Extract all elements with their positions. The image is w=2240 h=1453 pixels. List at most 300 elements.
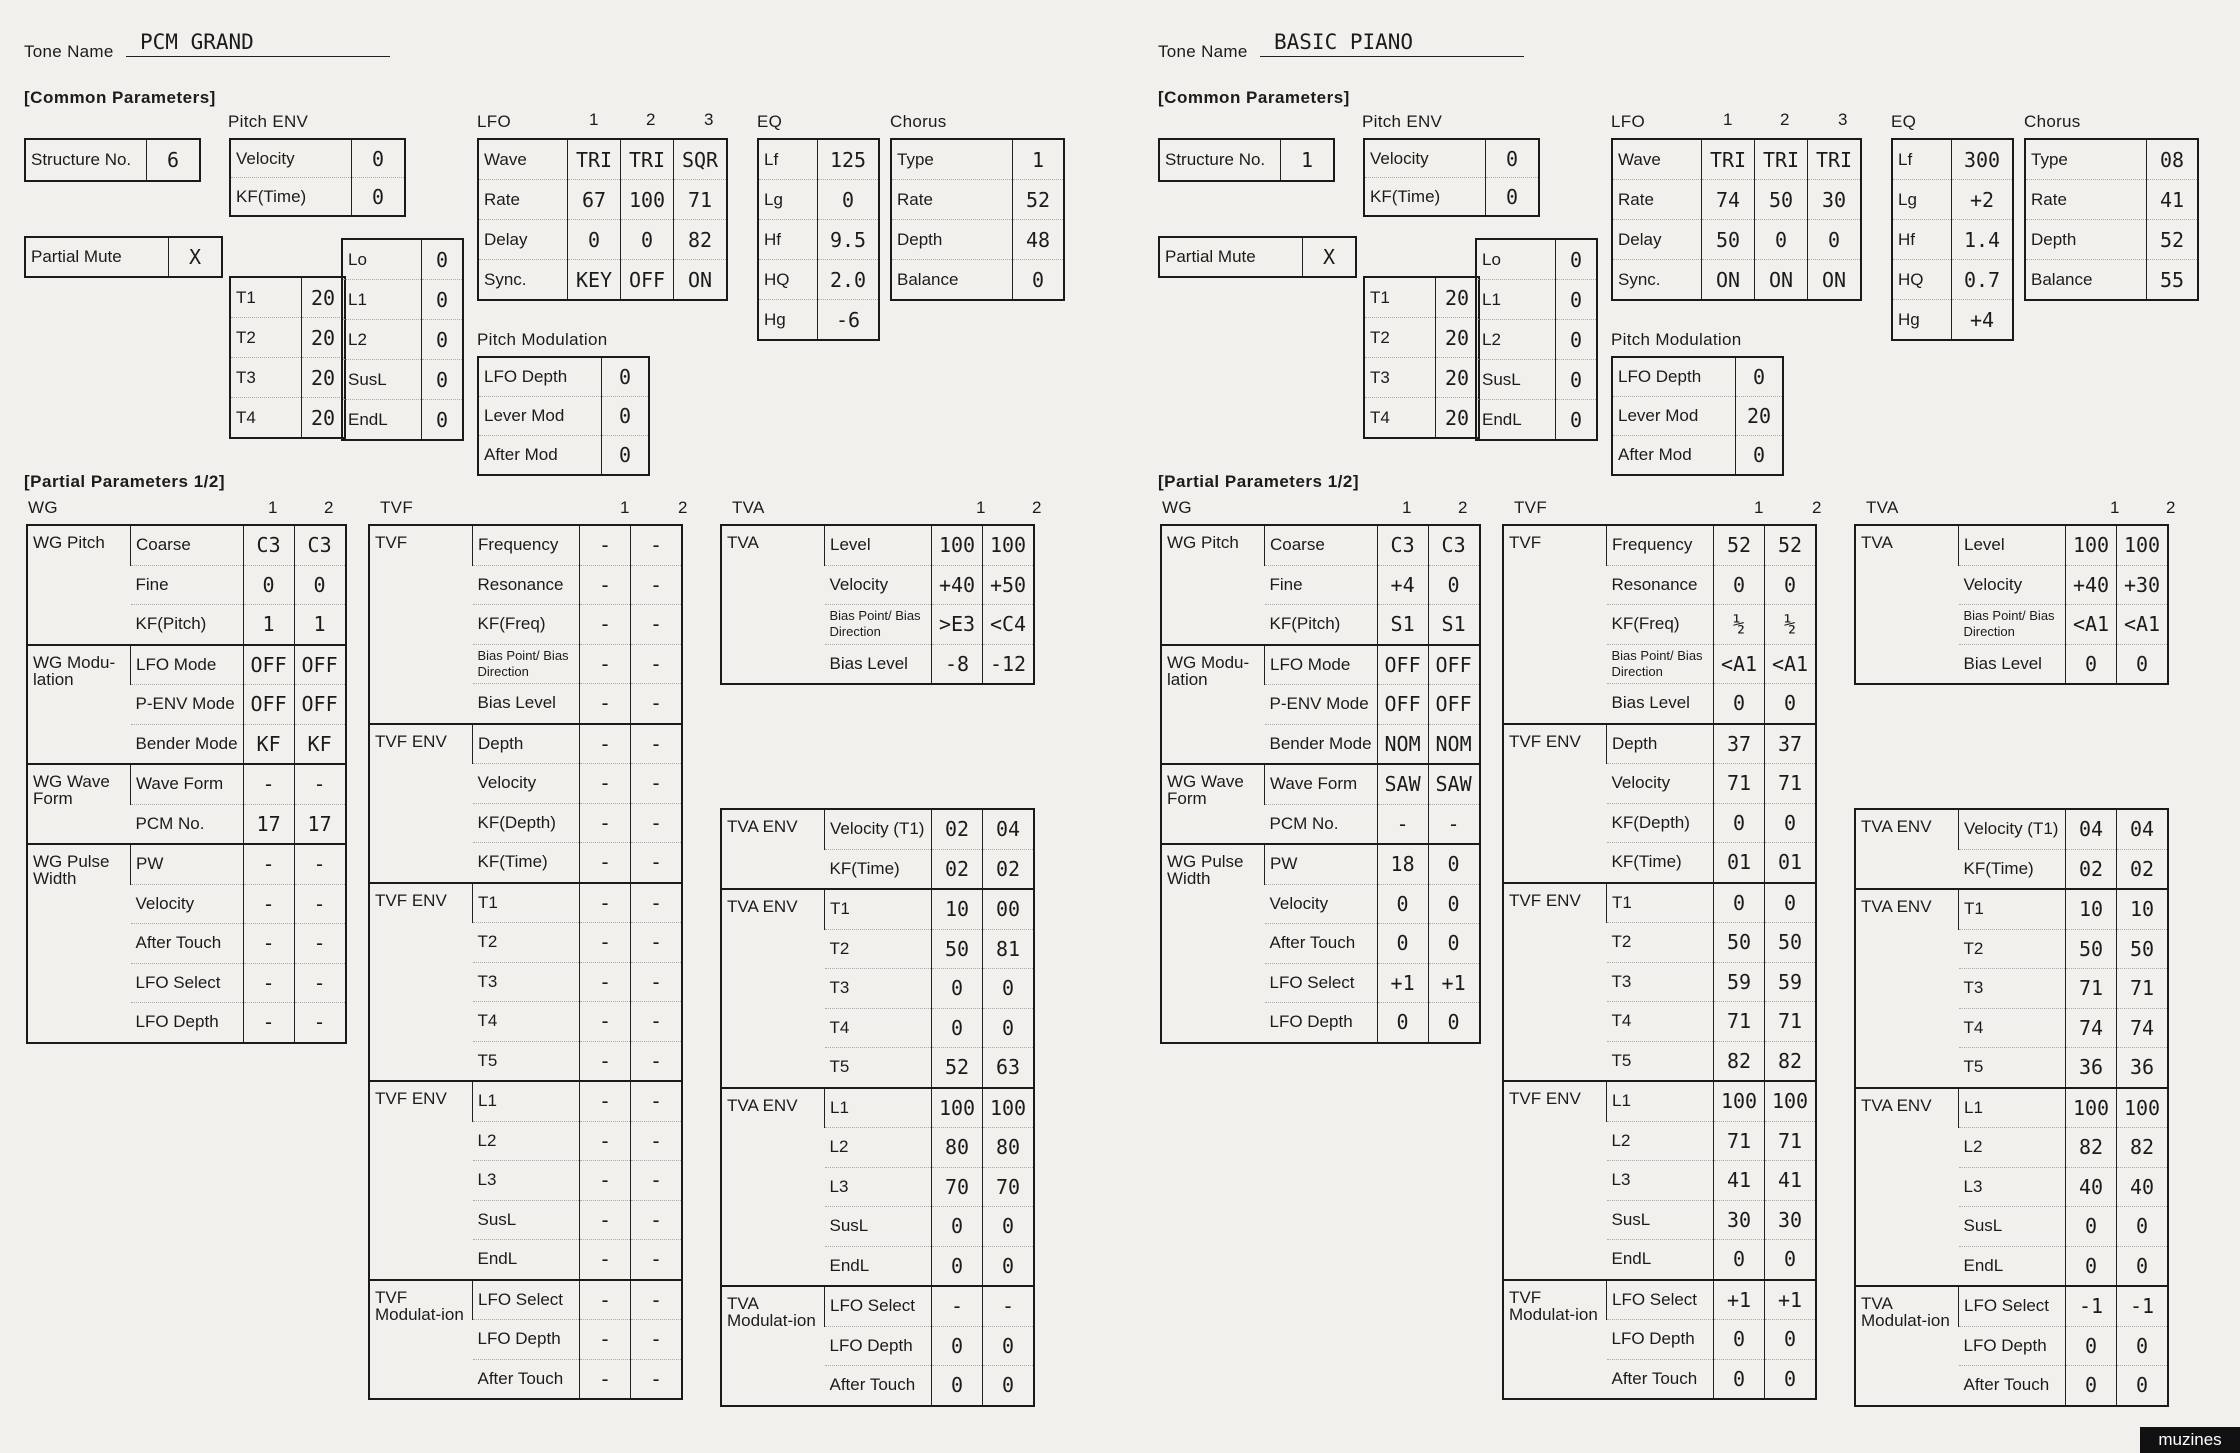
left-pitch-env-heading: Pitch ENV: [228, 112, 309, 131]
param-value: -: [580, 605, 631, 645]
param-value: 71: [2066, 969, 2117, 1009]
right-partial-parameters-heading: [Partial Parameters 1/2]: [1158, 472, 1359, 491]
param-value: 0: [422, 360, 464, 400]
param-value: 100: [1765, 1081, 1817, 1121]
param-label: Rate: [891, 180, 1013, 220]
param-value: 0: [1556, 320, 1598, 360]
param-value: -: [631, 1161, 683, 1201]
right-wg-col-1: 1: [1402, 498, 1412, 517]
param-value: TRI: [568, 139, 621, 180]
param-label: LFO Select: [1959, 1286, 2066, 1326]
param-value: 0: [568, 220, 621, 260]
left-tone-name-value: PCM GRAND: [126, 30, 390, 57]
param-label: T4: [1364, 398, 1436, 439]
param-value: 0: [1556, 400, 1598, 441]
left-structure-no-box: [24, 138, 201, 182]
param-label: After Touch: [1265, 924, 1378, 964]
left-pitch-env-table: [229, 138, 406, 217]
left-partial-mute-box: [24, 236, 223, 278]
param-value: +2: [1952, 180, 2014, 220]
param-label: Bender Mode: [131, 724, 244, 764]
left-eq-table: [757, 138, 880, 341]
param-value: -: [631, 1320, 683, 1360]
left-tva-env-table: [720, 808, 1035, 1407]
param-label: EndL: [1607, 1240, 1714, 1280]
right-partial-mute-box: [1158, 236, 1357, 278]
section-group-label: WG Pulse Width: [27, 844, 131, 1043]
param-label: SusL: [342, 360, 422, 400]
param-value: 0: [352, 178, 406, 217]
param-value: 0: [1736, 436, 1784, 476]
param-label: Fine: [1265, 565, 1378, 605]
param-value: 74: [1702, 180, 1755, 220]
param-label: Sync.: [478, 260, 568, 301]
right-pitch-mod-table: [1611, 356, 1784, 476]
param-label: KF(Depth): [1607, 803, 1714, 843]
param-label: T1: [236, 287, 256, 307]
param-value: -: [631, 1002, 683, 1042]
param-label: EndL: [1476, 400, 1556, 441]
param-value: -: [294, 1003, 346, 1043]
param-label: Lg: [1892, 180, 1952, 220]
param-label: Velocity: [1265, 884, 1378, 924]
param-value: 37: [1714, 724, 1765, 764]
right-tvf-col-1: 1: [1754, 498, 1764, 517]
param-value: TRI: [1702, 139, 1755, 180]
param-label: L1: [825, 1088, 932, 1128]
param-label: Hg: [758, 300, 818, 341]
param-value: 100: [932, 1088, 983, 1128]
param-label: T1: [473, 883, 580, 923]
section-group-label: WG Pulse Width: [1161, 844, 1265, 1043]
param-value: -: [631, 1280, 683, 1320]
left-tvf-heading: TVF: [380, 498, 414, 517]
param-value: -: [631, 684, 683, 724]
param-label: T1: [825, 889, 932, 929]
param-value: -: [580, 1359, 631, 1399]
param-value: 0: [422, 400, 464, 441]
param-value: 0: [1755, 220, 1808, 260]
param-label: L1: [1959, 1088, 2066, 1128]
param-value: -: [580, 1041, 631, 1081]
param-value: -: [243, 764, 294, 804]
param-value: 71: [2117, 969, 2169, 1009]
section-group-label: WG Wave Form: [1161, 764, 1265, 844]
param-value: 0: [983, 1008, 1035, 1048]
param-value: 0: [1765, 803, 1817, 843]
right-tone-name-label: Tone Name: [1158, 42, 1248, 61]
param-value: -6: [818, 300, 880, 341]
param-label: After Mod: [478, 436, 602, 476]
param-value: -: [294, 963, 346, 1003]
section-group-label: TVF ENV: [1503, 883, 1607, 1082]
param-value: 02: [2117, 849, 2169, 889]
right-tva-table: [1854, 524, 2169, 685]
param-label: Bias Level: [825, 644, 932, 684]
param-value: 0: [1765, 883, 1817, 923]
param-label: T3: [1959, 969, 2066, 1009]
right-tva-col-2: 2: [2166, 498, 2176, 517]
param-value: 100: [2066, 1088, 2117, 1128]
param-label: L3: [825, 1167, 932, 1207]
param-value: 0: [1714, 1359, 1765, 1399]
param-value: KEY: [568, 260, 621, 301]
param-value: 0: [422, 320, 464, 360]
param-label: Resonance: [473, 565, 580, 605]
param-value: 01: [1765, 843, 1817, 883]
param-label: Delay: [1612, 220, 1702, 260]
section-group-label: TVF ENV: [369, 1081, 473, 1280]
param-value: 20: [1436, 358, 1480, 398]
param-label: L1: [473, 1081, 580, 1121]
param-value: 82: [1765, 1041, 1817, 1081]
param-label: T4: [1607, 1002, 1714, 1042]
param-value: -: [631, 525, 683, 565]
param-label: Velocity: [131, 884, 244, 924]
param-label: T2: [473, 923, 580, 963]
param-value: 71: [1765, 1121, 1817, 1161]
param-value: C3: [1377, 525, 1428, 565]
param-value: -: [631, 1240, 683, 1280]
param-value: 0: [1428, 844, 1480, 884]
section-group-label: TVF ENV: [1503, 1081, 1607, 1280]
param-label: T3: [473, 962, 580, 1002]
param-value: 50: [1755, 180, 1808, 220]
param-label: KF(Time): [825, 849, 932, 889]
param-value: -: [631, 1081, 683, 1121]
param-label: L3: [1959, 1167, 2066, 1207]
left-eq-heading: EQ: [757, 112, 783, 131]
param-value: -: [243, 844, 294, 884]
param-value: 10: [2066, 889, 2117, 929]
param-value: -: [580, 1002, 631, 1042]
left-pitch-mod-table: [477, 356, 650, 476]
param-value: -: [1428, 804, 1480, 844]
param-value: TRI: [621, 139, 674, 180]
param-value: +40: [2066, 565, 2117, 605]
param-value: +1: [1428, 963, 1480, 1003]
param-value: ½: [1714, 605, 1765, 645]
param-label: Bender Mode: [1265, 724, 1378, 764]
param-value: 0: [1765, 565, 1817, 605]
param-value: 52: [932, 1048, 983, 1088]
right-tva-heading: TVA: [1866, 498, 1899, 517]
param-value: 08: [2147, 139, 2199, 180]
param-label: L2: [1607, 1121, 1714, 1161]
param-value: 63: [983, 1048, 1035, 1088]
param-value: 30: [1808, 180, 1862, 220]
right-tva-env-table: [1854, 808, 2169, 1407]
param-label: T4: [1959, 1008, 2066, 1048]
param-label: HQ: [1892, 260, 1952, 300]
param-value: C3: [294, 525, 346, 565]
param-value: 0: [422, 239, 464, 280]
param-label: Rate: [2025, 180, 2147, 220]
param-value: 40: [2066, 1167, 2117, 1207]
param-value: 50: [2066, 929, 2117, 969]
param-label: KF(Time): [230, 178, 352, 217]
right-lfo-col-3: 3: [1838, 110, 1848, 129]
right-eq-table: [1891, 138, 2014, 341]
param-label: Hf: [1892, 220, 1952, 260]
param-value: 0: [621, 220, 674, 260]
param-value: X: [169, 237, 223, 277]
param-value: -: [580, 803, 631, 843]
param-label: LFO Select: [1607, 1280, 1714, 1320]
param-value: 59: [1714, 962, 1765, 1002]
param-value: 0: [602, 397, 650, 436]
param-value: 1: [294, 605, 346, 645]
param-label: T4: [825, 1008, 932, 1048]
param-label: T3: [825, 969, 932, 1009]
section-group-label: WG Wave Form: [27, 764, 131, 844]
param-value: 0: [1556, 280, 1598, 320]
param-value: 100: [621, 180, 674, 220]
left-pitch-env-l-table: [341, 238, 464, 441]
left-common-parameters-heading: [Common Parameters]: [24, 88, 216, 107]
param-value: 1: [1013, 139, 1065, 180]
param-value: 74: [2066, 1008, 2117, 1048]
param-value: 80: [983, 1128, 1035, 1168]
param-value: -: [580, 1320, 631, 1360]
param-label: After Touch: [131, 924, 244, 964]
right-pitch-modulation-heading: Pitch Modulation: [1611, 330, 1742, 349]
param-value: 1: [1281, 139, 1335, 181]
param-label: Balance: [891, 260, 1013, 301]
param-label: Partial Mute: [31, 247, 122, 266]
param-value: +4: [1377, 565, 1428, 605]
param-value: 0: [932, 969, 983, 1009]
section-group-label: TVA Modulat-ion: [721, 1286, 825, 1406]
param-value: 71: [1765, 764, 1817, 804]
section-group-label: TVF ENV: [369, 883, 473, 1082]
left-lfo-col-1: 1: [589, 110, 599, 129]
param-label: Hg: [1892, 300, 1952, 341]
param-value: X: [1303, 237, 1357, 277]
param-label: KF(Time): [1959, 849, 2066, 889]
param-value: 0: [1736, 357, 1784, 397]
param-label: L2: [342, 320, 422, 360]
param-value: TRI: [1755, 139, 1808, 180]
param-value: 0: [2066, 1366, 2117, 1406]
param-value: 50: [1765, 923, 1817, 963]
param-value: 0: [1428, 565, 1480, 605]
param-value: 40: [2117, 1167, 2169, 1207]
left-chorus-table: [890, 138, 1065, 301]
section-group-label: TVA ENV: [1855, 809, 1959, 889]
param-value: 20: [302, 358, 346, 398]
param-label: Velocity: [1607, 764, 1714, 804]
param-value: 20: [302, 398, 346, 439]
param-label: LFO Depth: [825, 1326, 932, 1366]
param-value: -: [932, 1286, 983, 1326]
param-value: 0: [983, 1246, 1035, 1286]
right-lfo-heading: LFO: [1611, 112, 1645, 131]
param-value: 10: [932, 889, 983, 929]
param-value: -: [243, 924, 294, 964]
param-value: S1: [1377, 605, 1428, 645]
param-value: 0: [2117, 1207, 2169, 1247]
param-label: Velocity (T1): [1959, 809, 2066, 849]
param-label: P-ENV Mode: [1265, 685, 1378, 725]
param-value: 20: [302, 318, 346, 358]
left-tva-col-2: 2: [1032, 498, 1042, 517]
section-group-label: WG Modu-lation: [1161, 645, 1265, 765]
param-value: S1: [1428, 605, 1480, 645]
param-value: 0: [818, 180, 880, 220]
param-value: 0: [1714, 803, 1765, 843]
section-group-label: WG Modu-lation: [27, 645, 131, 765]
param-value: 37: [1765, 724, 1817, 764]
section-group-label: TVF: [1503, 525, 1607, 724]
param-value: 100: [1714, 1081, 1765, 1121]
left-wg-col-1: 1: [268, 498, 278, 517]
param-value: 30: [1714, 1200, 1765, 1240]
param-label: EndL: [342, 400, 422, 441]
param-label: Lever Mod: [1612, 397, 1736, 436]
param-label: Rate: [478, 180, 568, 220]
param-label: SusL: [1607, 1200, 1714, 1240]
param-value: 0: [294, 565, 346, 605]
param-value: 1: [243, 605, 294, 645]
param-label: KF(Time): [1607, 843, 1714, 883]
param-label: Lf: [1898, 149, 1913, 169]
param-value: ON: [674, 260, 728, 301]
section-group-label: TVA ENV: [721, 809, 825, 889]
param-value: 0: [932, 1246, 983, 1286]
section-group-label: TVF Modulat-ion: [369, 1280, 473, 1400]
param-value: -: [631, 724, 683, 764]
param-value: 00: [983, 889, 1035, 929]
section-group-label: TVF ENV: [369, 724, 473, 883]
right-pitch-env-heading: Pitch ENV: [1362, 112, 1443, 131]
right-tvf-col-2: 2: [1812, 498, 1822, 517]
param-value: 0: [2066, 1207, 2117, 1247]
param-value: -: [243, 1003, 294, 1043]
param-value: -: [580, 525, 631, 565]
section-group-label: TVF Modulat-ion: [1503, 1280, 1607, 1400]
left-tva-col-1: 1: [976, 498, 986, 517]
param-value: -: [243, 963, 294, 1003]
param-value: 50: [1702, 220, 1755, 260]
param-value: 0: [1428, 1003, 1480, 1043]
param-label: LFO Select: [825, 1286, 932, 1326]
param-label: T2: [1959, 929, 2066, 969]
param-value: 0: [1013, 260, 1065, 301]
param-value: -: [631, 803, 683, 843]
param-value: 55: [2147, 260, 2199, 301]
param-value: -: [580, 724, 631, 764]
param-value: 9.5: [818, 220, 880, 260]
param-value: 20: [1436, 277, 1480, 318]
param-label: T5: [1607, 1041, 1714, 1081]
param-value: -: [631, 764, 683, 804]
param-value: 0: [983, 1366, 1035, 1406]
param-value: 17: [294, 804, 346, 844]
param-label: PCM No.: [131, 804, 244, 844]
param-value: OFF: [294, 685, 346, 725]
param-label: Hf: [758, 220, 818, 260]
param-label: T5: [1959, 1048, 2066, 1088]
param-value: C3: [1428, 525, 1480, 565]
param-value: -: [580, 843, 631, 883]
param-label: LFO Depth: [131, 1003, 244, 1043]
left-lfo-col-3: 3: [704, 110, 714, 129]
param-value: 82: [674, 220, 728, 260]
right-eq-heading: EQ: [1891, 112, 1917, 131]
param-value: KF: [294, 724, 346, 764]
param-value: -: [580, 684, 631, 724]
param-value: -: [294, 844, 346, 884]
param-value: -: [631, 1121, 683, 1161]
param-value: 74: [2117, 1008, 2169, 1048]
param-label: After Touch: [473, 1359, 580, 1399]
param-value: 2.0: [818, 260, 880, 300]
param-label: T1: [1959, 889, 2066, 929]
param-value: 0: [1556, 239, 1598, 280]
param-label: T4: [230, 398, 302, 439]
param-label: Bias Point/ Bias Direction: [1607, 644, 1714, 684]
param-label: EndL: [1959, 1246, 2066, 1286]
param-value: +1: [1714, 1280, 1765, 1320]
param-value: 0: [1765, 1359, 1817, 1399]
param-value: 20: [302, 277, 346, 318]
param-value: 0: [2117, 1246, 2169, 1286]
muzines-watermark: muzines: [2140, 1427, 2240, 1453]
left-partial-parameters-heading: [Partial Parameters 1/2]: [24, 472, 225, 491]
param-label: Type: [897, 149, 934, 169]
left-chorus-heading: Chorus: [890, 112, 947, 131]
param-value: 0: [1486, 139, 1540, 178]
section-group-label: TVF: [369, 525, 473, 724]
param-label: P-ENV Mode: [131, 685, 244, 725]
param-value: 71: [674, 180, 728, 220]
param-label: Bias Level: [473, 684, 580, 724]
left-wg-table: [26, 524, 347, 1044]
param-value: 0: [2066, 1326, 2117, 1366]
right-tone-name-value: BASIC PIANO: [1260, 30, 1524, 57]
param-label: Velocity (T1): [825, 809, 932, 849]
param-value: 20: [1736, 397, 1784, 436]
param-value: 82: [2066, 1128, 2117, 1168]
param-value: 17: [243, 804, 294, 844]
param-label: KF(Freq): [1607, 605, 1714, 645]
param-value: -1: [2066, 1286, 2117, 1326]
param-label: Depth: [1607, 724, 1714, 764]
param-value: 0: [422, 280, 464, 320]
param-label: Velocity: [1959, 565, 2066, 605]
left-tone-name-label: Tone Name: [24, 42, 114, 61]
param-label: Sync.: [1612, 260, 1702, 301]
right-wg-col-2: 2: [1458, 498, 1468, 517]
param-value: NOM: [1377, 724, 1428, 764]
right-chorus-heading: Chorus: [2024, 112, 2081, 131]
left-pitch-env-t-table: [229, 276, 346, 439]
param-value: -: [580, 644, 631, 684]
param-value: 71: [1714, 1121, 1765, 1161]
param-value: 52: [2147, 220, 2199, 260]
section-group-label: TVA: [1855, 525, 1959, 684]
param-value: 0.7: [1952, 260, 2014, 300]
param-label: LFO Depth: [473, 1320, 580, 1360]
param-label: Velocity: [473, 764, 580, 804]
param-value: 0: [2117, 1326, 2169, 1366]
param-label: Velocity: [825, 565, 932, 605]
param-value: 0: [932, 1326, 983, 1366]
param-label: Structure No.: [1165, 150, 1266, 169]
param-value: OFF: [1428, 685, 1480, 725]
left-tvf-col-2: 2: [678, 498, 688, 517]
